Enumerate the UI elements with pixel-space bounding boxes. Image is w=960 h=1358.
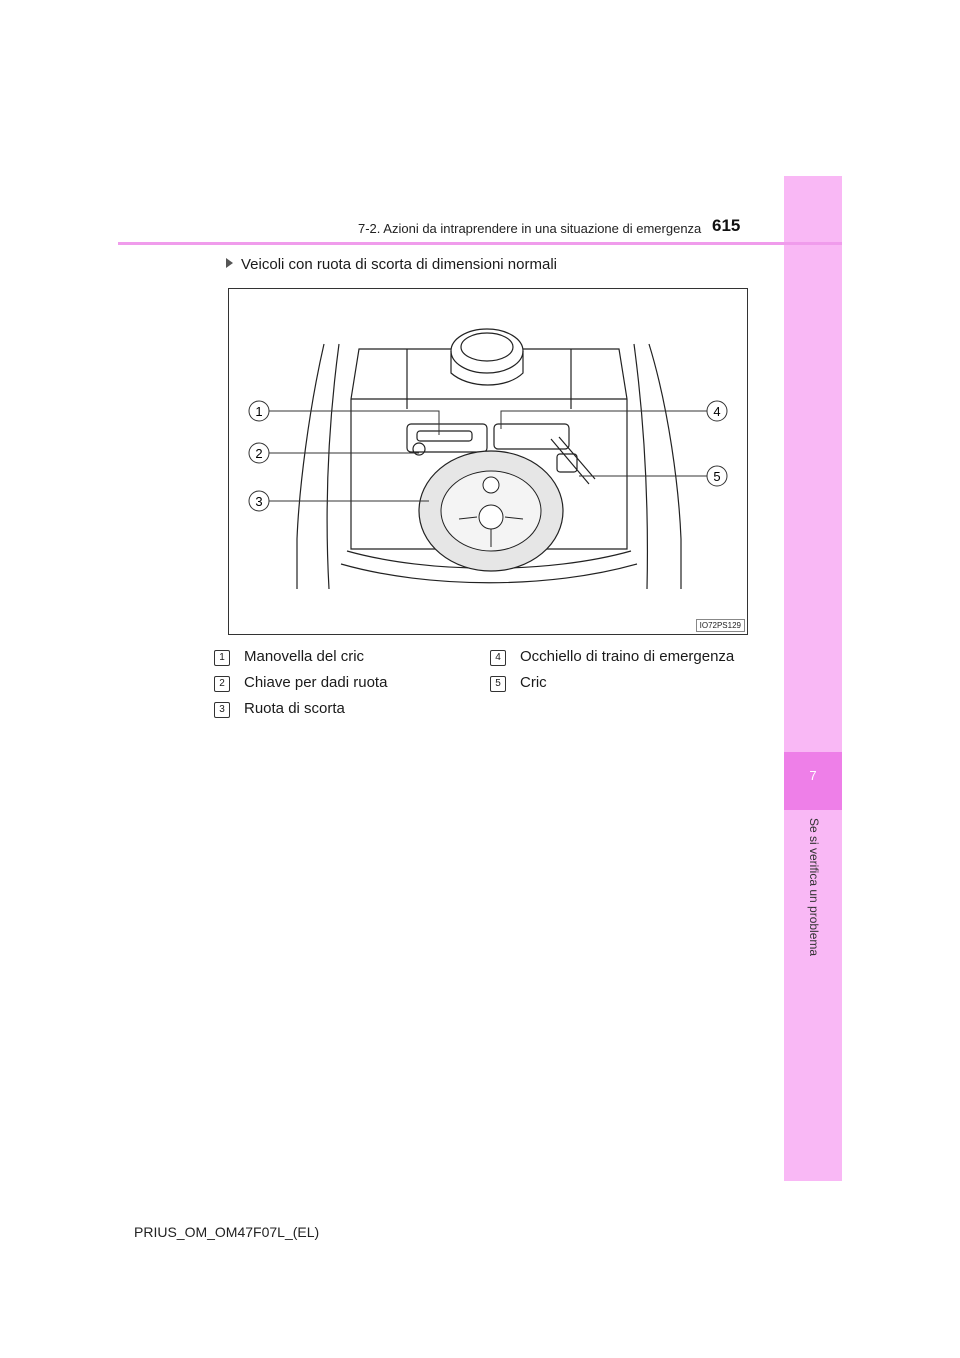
chapter-label: Se si verifica un problema (807, 818, 821, 957)
trunk-illustration (228, 288, 748, 635)
leader-4 (501, 411, 707, 429)
legend-text-2: Chiave per dadi ruota (244, 674, 388, 691)
header-rule (118, 242, 842, 245)
section-title: 7-2. Azioni da intraprendere in una situazione di emergenza (358, 221, 702, 236)
legend-badge-2: 2 (214, 676, 230, 692)
leader-1 (269, 411, 439, 435)
jack-body (557, 454, 577, 472)
callout-2 (249, 443, 269, 463)
subheading (226, 256, 557, 273)
legend-item-1 (214, 648, 364, 666)
callout-2-label: 2 (255, 446, 263, 461)
legend-item-3 (214, 700, 345, 718)
callout-5-label: 5 (713, 469, 721, 484)
jack-handle-shape (417, 431, 472, 441)
figure-code: IO72PS129 (696, 619, 745, 632)
callout-4-label: 4 (713, 404, 721, 419)
subheading-text: Veicoli con ruota di scorta di dimensioni normali (241, 256, 557, 273)
side-tab (784, 176, 842, 1181)
callout-1 (249, 401, 269, 421)
legend-badge-3: 3 (214, 702, 230, 718)
legend-badge-4: 4 (490, 650, 506, 666)
legend-text-1: Manovella del cric (244, 648, 365, 665)
callout-5 (707, 466, 727, 486)
legend-item-2 (214, 674, 387, 692)
spare-tire-bolt (483, 477, 499, 493)
callout-4 (707, 401, 727, 421)
document-footer: PRIUS_OM_OM47F07L_(EL) (134, 1224, 320, 1240)
spare-tire-group (419, 451, 563, 571)
body-left-line (297, 344, 324, 589)
trunk-drawing (229, 289, 748, 635)
chapter-number: 7 (809, 768, 817, 783)
body-right-line (649, 344, 681, 589)
legend-item-4 (490, 648, 734, 666)
tool-tray-left (407, 424, 487, 452)
legend-badge-1: 1 (214, 650, 230, 666)
callout-3-label: 3 (255, 494, 263, 509)
callout-3 (249, 491, 269, 511)
tool-tray-right (494, 424, 569, 449)
legend-item-5 (490, 674, 547, 692)
legend-text-5: Cric (520, 674, 547, 691)
page-number: 615 (712, 216, 741, 235)
body-right-inner (634, 344, 647, 589)
spare-tire-hub (479, 505, 503, 529)
legend-text-3: Ruota di scorta (244, 700, 345, 717)
triangle-bullet-icon (226, 258, 233, 268)
callout-1-label: 1 (255, 404, 263, 419)
body-left-inner (327, 344, 339, 589)
legend-badge-5: 5 (490, 676, 506, 692)
legend-text-4: Occhiello di traino di emergenza (520, 648, 735, 665)
